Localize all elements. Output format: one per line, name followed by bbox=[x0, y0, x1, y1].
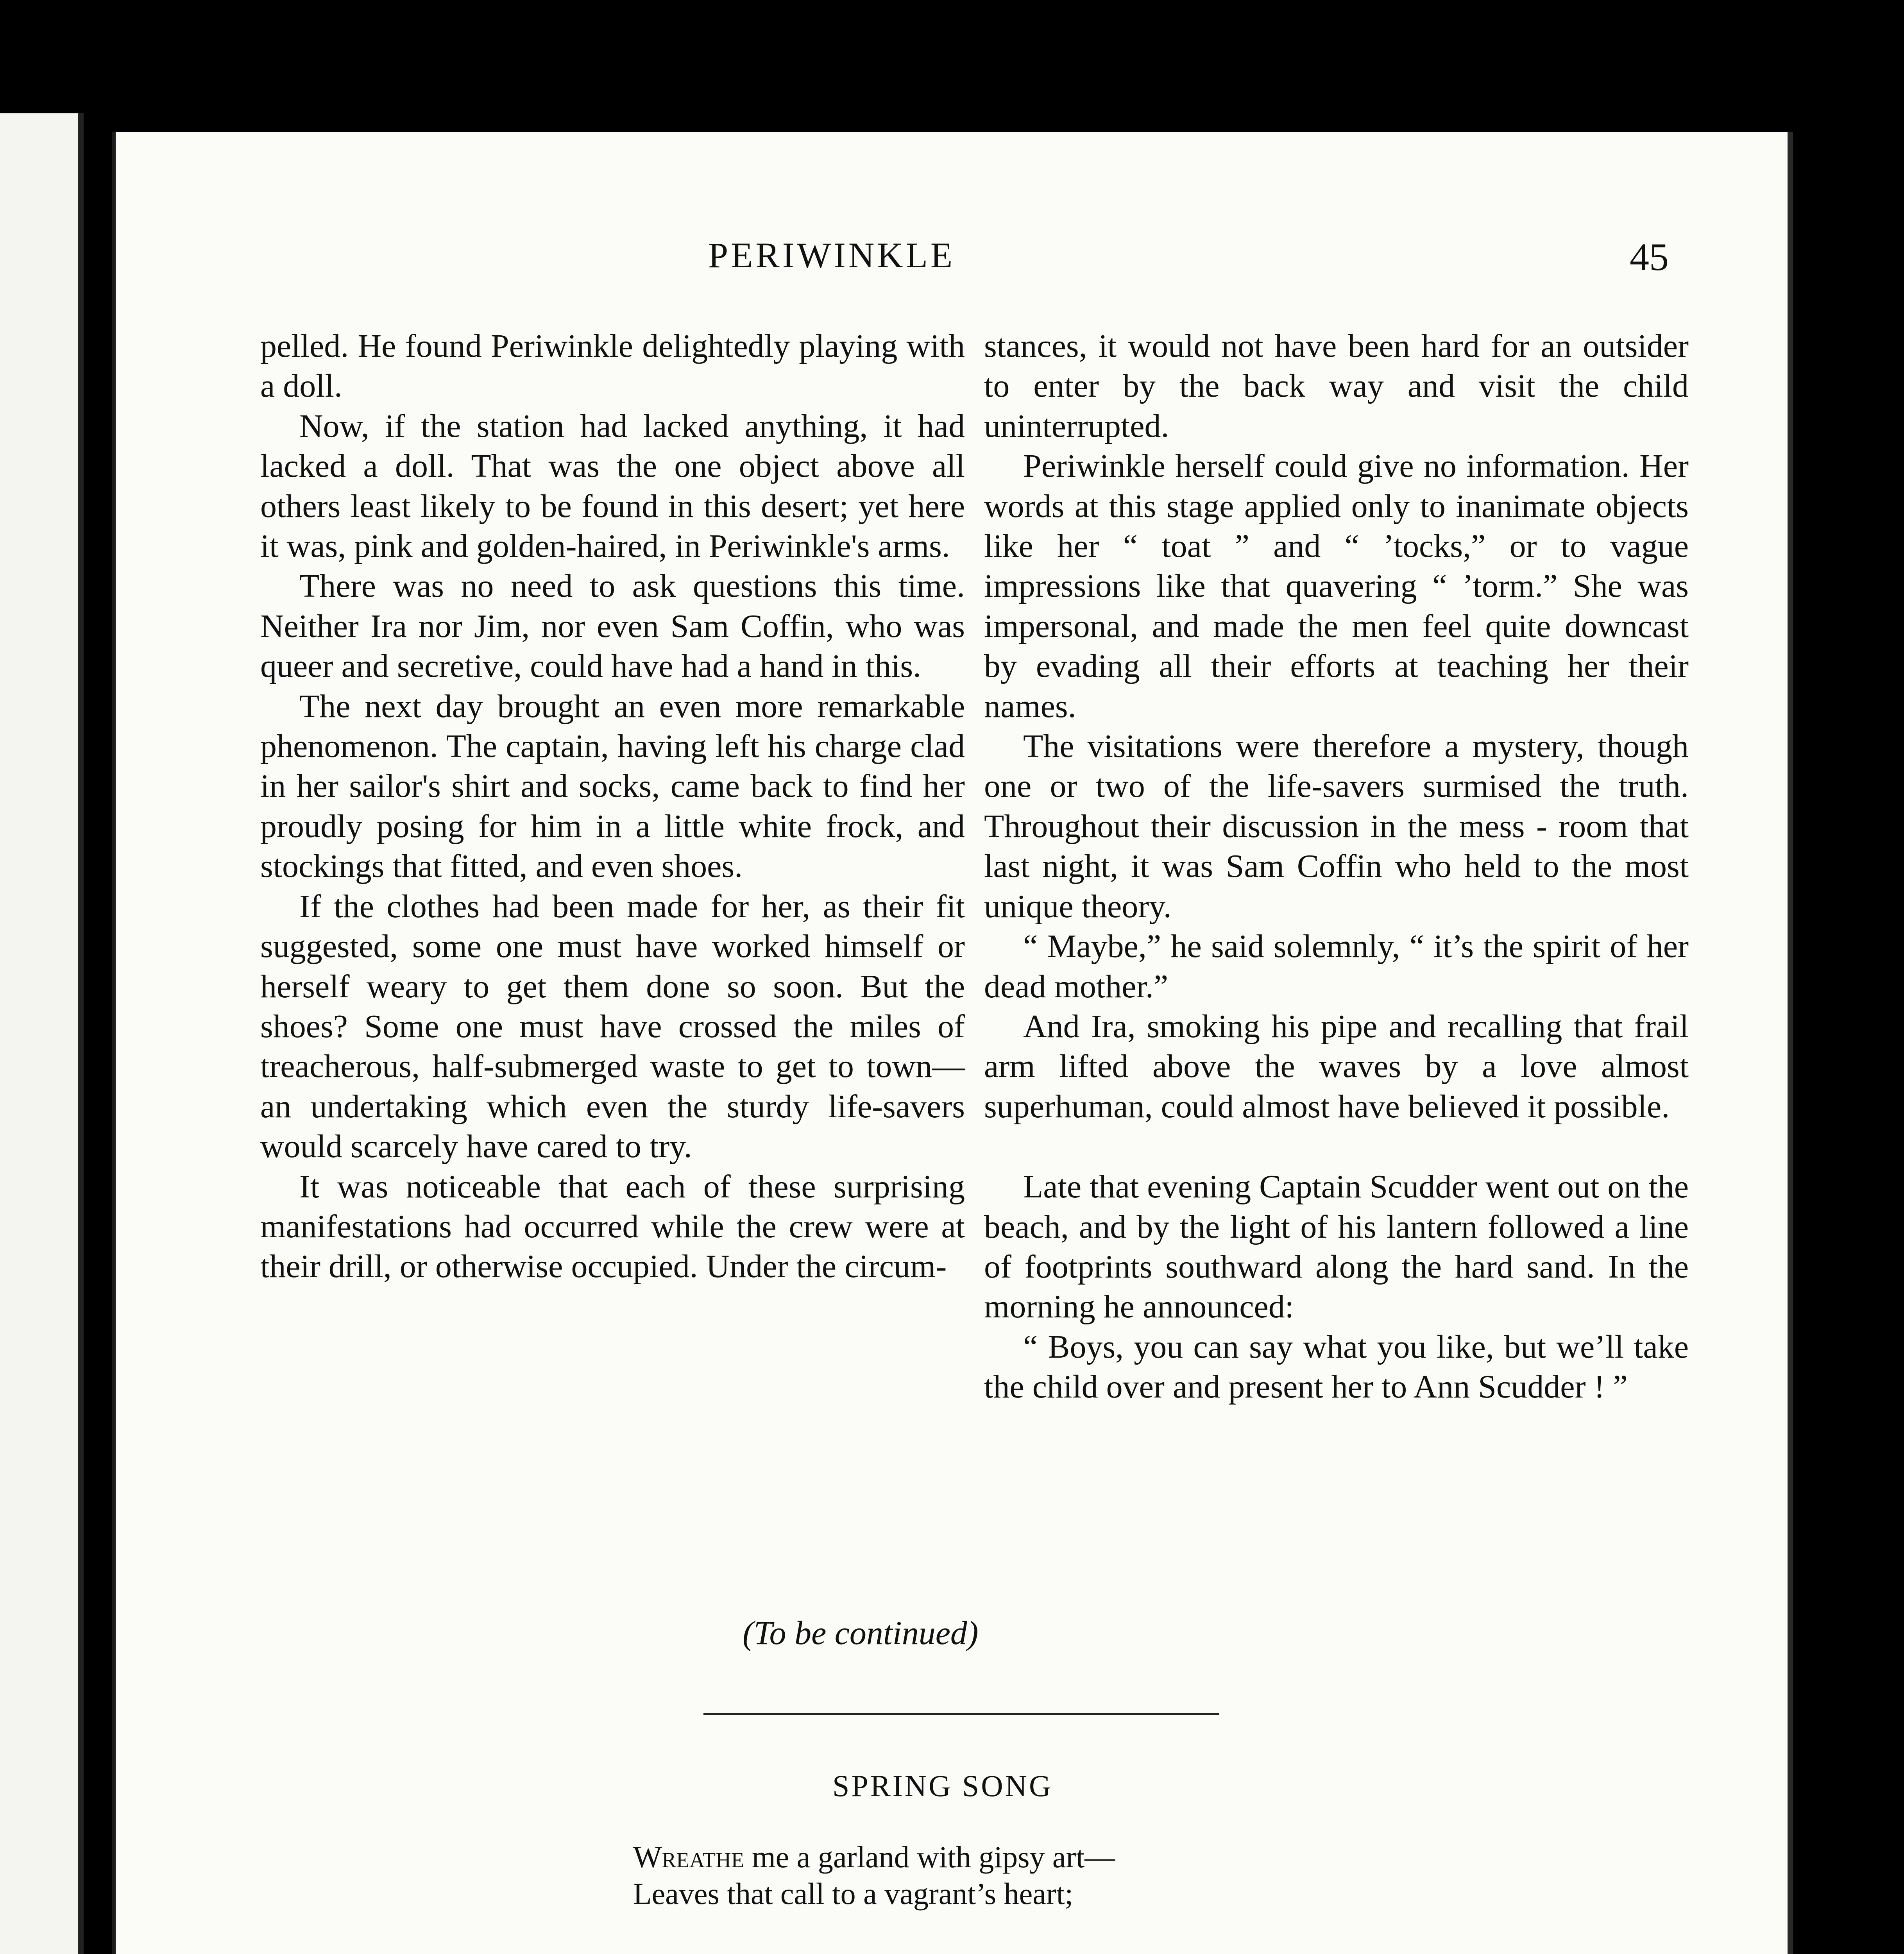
paragraph: Periwinkle herself could give no information. Her words at this stage applied only to inanimate objects like her “ toat ” and “ ’tocks,” or to vague impressions like that quavering “ ’torm.” She was impersonal, and made the men feel quite downcast by evading all their efforts at teaching her their names. bbox=[984, 448, 1689, 725]
paragraph: It was noticeable that each of these surprising manifestations had occurred while the crew were at their drill, or otherwise occupied. Under the circum- bbox=[260, 1168, 965, 1285]
paragraph: There was no need to ask questions this time. Neither Ira nor Jim, nor even Sam Coffin, who was queer and secretive, could have had a hand in this. bbox=[260, 568, 965, 685]
paragraph: Now, if the station had lacked anything, it had lacked a doll. That was the one object above all others least likely to be found in this desert; yet here it was, pink and golden-haired, in Periwinkle's arms. bbox=[260, 408, 965, 565]
facing-page-edge bbox=[0, 113, 84, 1954]
paragraph: Late that evening Captain Scudder went out on the beach, and by the light of his lantern followed a line of footprints southward along the hard sand. In the morning he announced: bbox=[984, 1168, 1689, 1325]
poem-first-word: Wreathe bbox=[633, 1840, 744, 1874]
paragraph: The next day brought an even more remarkable phenomenon. The captain, having left his charge clad in her sailor's shirt and socks, came back to find her proudly posing for him in a little white frock, and stockings that fitted, and even shoes. bbox=[260, 688, 965, 885]
poem-line: Leaves that call to a vagrant’s heart; bbox=[633, 1877, 1074, 1911]
paragraph: “ Boys, you can say what you like, but we’ll take the child over and present her to Ann Scudder ! ” bbox=[984, 1328, 1689, 1405]
poem-title: SPRING SONG bbox=[832, 1769, 1053, 1803]
paragraph: stances, it would not have been hard for an outsider to enter by the back way and visit the child uninterrupted. bbox=[984, 328, 1689, 444]
running-title: PERIWINKLE bbox=[708, 235, 956, 275]
page-number: 45 bbox=[1630, 235, 1669, 279]
poem-line-text: me a garland with gipsy art— bbox=[744, 1840, 1115, 1874]
paragraph: The visitations were therefore a mystery, though one or two of the life-savers surmised the truth. Throughout their discussion in the mess - room that last night, it was Sam Coffin who held to the most unique theory. bbox=[984, 728, 1689, 925]
section-divider bbox=[703, 1713, 1219, 1715]
story-column-left bbox=[260, 326, 965, 1287]
paragraph: If the clothes had been made for her, as their fit suggested, some one must have worked himself or herself weary to get them done so soon. But the shoes? Some one must have crossed the miles of treacherous, half-submerged waste to get to town—an undertaking which even the sturdy life-savers would scarcely have cared to try. bbox=[260, 888, 965, 1165]
to-be-continued-note: (To be continued) bbox=[743, 1614, 979, 1652]
paragraph: And Ira, smoking his pipe and recalling that frail arm lifted above the waves by a love almost superhuman, could almost have believed it possible. bbox=[984, 1008, 1689, 1125]
story-column-right bbox=[984, 326, 1689, 1407]
paragraph: pelled. He found Periwinkle delightedly playing with a doll. bbox=[260, 328, 965, 404]
paragraph: “ Maybe,” he said solemnly, “ it’s the spirit of her dead mother.” bbox=[984, 928, 1689, 1005]
poem-line bbox=[633, 1839, 1276, 1875]
poem-stanza bbox=[633, 1839, 1276, 1912]
poem-body bbox=[633, 1839, 1276, 1954]
